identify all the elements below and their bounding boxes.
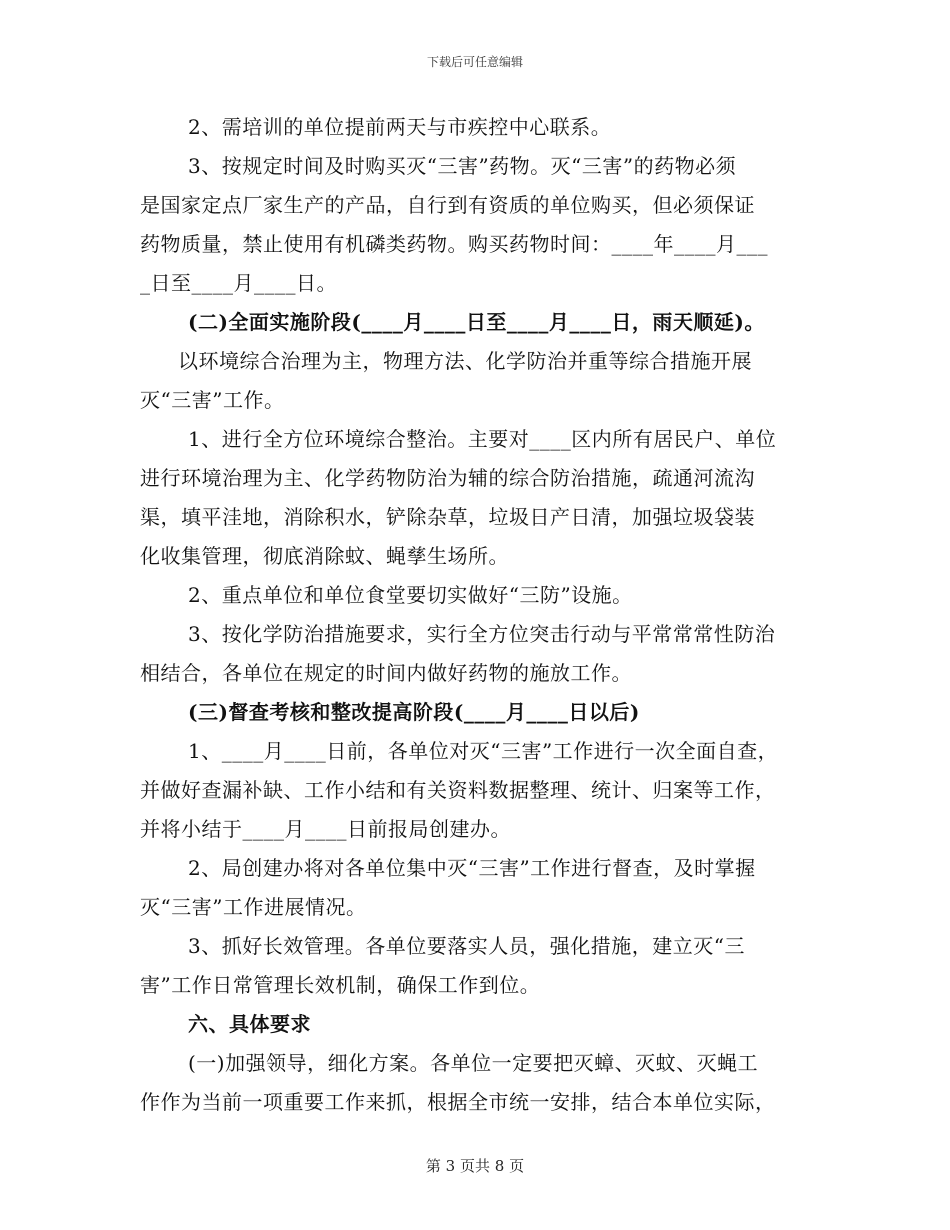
- section-heading: 六、具体要求: [188, 1012, 311, 1036]
- text-line: 是国家定点厂家生产的产品，自行到有资质的单位购买，但必须保证: [140, 193, 755, 217]
- text-line: 药物质量，禁止使用有机磷类药物。购买药物时间：____年____月___: [140, 232, 768, 256]
- text-line: 渠，填平洼地，消除积水，铲除杂草，垃圾日产日清，加强垃圾袋装: [140, 505, 755, 529]
- text-line: 化收集管理，彻底消除蚊、蝇孳生场所。: [140, 544, 509, 568]
- section-heading: (二)全面实施阶段(____月____日至____月____日，雨天顺延)。: [188, 310, 765, 334]
- text-line: 灭“三害”工作。: [140, 388, 285, 412]
- page-footer: 第 3 页共 8 页: [425, 1157, 525, 1175]
- text-line: 3、按化学防治措施要求，实行全方位突击行动与平常常常性防治: [188, 622, 776, 646]
- text-line: 并将小结于____月____日前报局创建办。: [140, 817, 511, 841]
- text-line: 3、抓好长效管理。各单位要落实人员，强化措施，建立灭“三: [188, 934, 745, 958]
- text-line: 害”工作日常管理长效机制，确保工作到位。: [140, 973, 541, 997]
- section-heading: (三)督查考核和整改提高阶段(____月____日以后): [188, 700, 640, 724]
- text-line: 3、按规定时间及时购买灭“三害”药物。灭“三害”的药物必须: [188, 154, 737, 178]
- text-line: 2、局创建办将对各单位集中灭“三害”工作进行督查，及时掌握: [188, 856, 756, 880]
- text-line: 以环境综合治理为主，物理方法、化学防治并重等综合措施开展: [178, 349, 752, 373]
- text-line: 进行环境治理为主、化学药物防治为辅的综合防治措施，疏通河流沟: [140, 466, 755, 490]
- text-line: 2、重点单位和单位食堂要切实做好“三防”设施。: [188, 583, 633, 607]
- text-line: 相结合，各单位在规定的时间内做好药物的施放工作。: [140, 661, 632, 685]
- text-line: 1、进行全方位环境综合整治。主要对____区内所有居民户、单位: [188, 427, 777, 451]
- text-line: 2、需培训的单位提前两天与市疾控中心联系。: [188, 115, 612, 139]
- page-header: 下载后可任意编辑: [426, 55, 523, 69]
- text-line: 作作为当前一项重要工作来抓，根据全市统一安排，结合本单位实际，: [140, 1090, 776, 1114]
- text-line: _日至____月____日。: [140, 271, 337, 295]
- text-line: (一)加强领导，细化方案。各单位一定要把灭蟑、灭蚊、灭蝇工: [188, 1051, 759, 1075]
- text-line: 并做好查漏补缺、工作小结和有关资料数据整理、统计、归案等工作，: [140, 778, 776, 802]
- text-line: 灭“三害”工作进展情况。: [140, 895, 367, 919]
- text-line: 1、____月____日前，各单位对灭“三害”工作进行一次全面自查，: [188, 739, 779, 763]
